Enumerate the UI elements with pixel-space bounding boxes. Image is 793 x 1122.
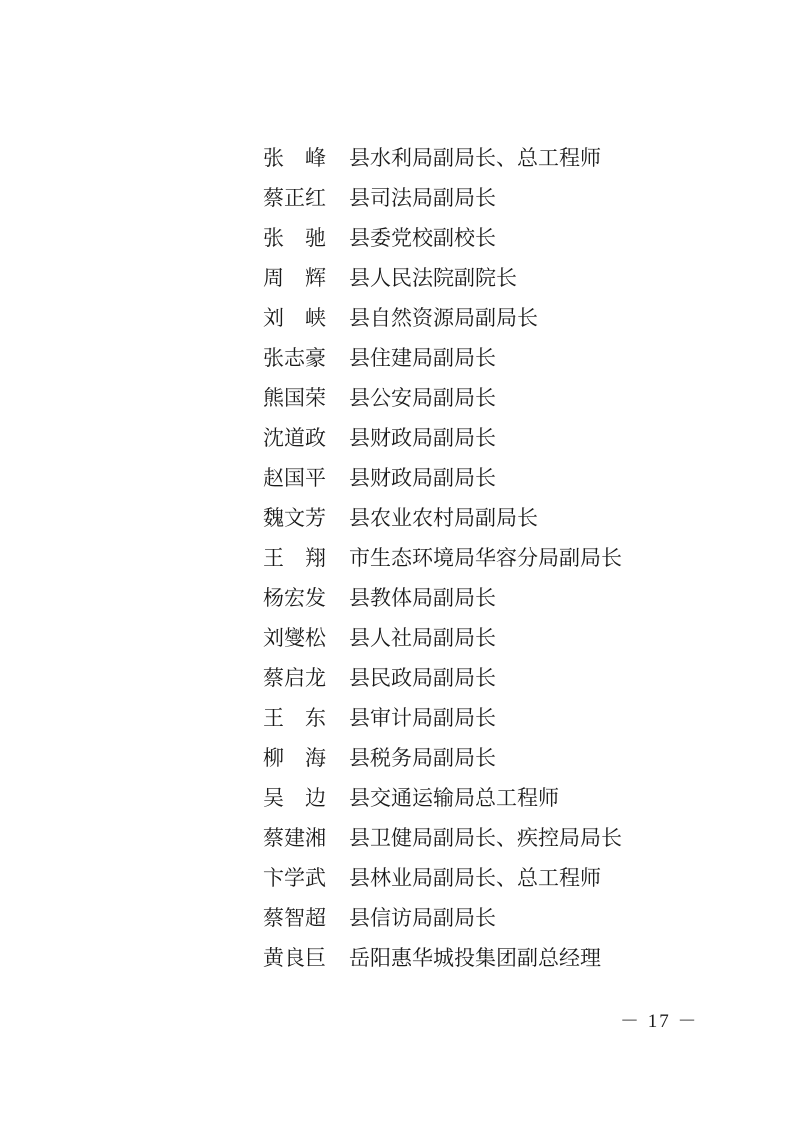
person-name: 王 东 xyxy=(263,706,326,730)
person-title: 县交通运输局总工程师 xyxy=(349,786,559,810)
person-title: 县审计局副局长 xyxy=(349,706,496,730)
list-item xyxy=(263,218,622,258)
person-title: 县信访局副局长 xyxy=(349,906,496,930)
list-item xyxy=(263,378,622,418)
person-title: 县公安局副局长 xyxy=(349,386,496,410)
person-name: 卞学武 xyxy=(263,866,326,890)
page-number: － 17 － xyxy=(620,1011,699,1032)
person-name: 魏文芳 xyxy=(263,506,326,530)
list-item xyxy=(263,818,622,858)
person-title: 县卫健局副局长、疾控局局长 xyxy=(349,826,622,850)
person-name: 黄良巨 xyxy=(263,946,326,970)
list-item xyxy=(263,338,622,378)
list-item xyxy=(263,298,622,338)
person-name: 周 辉 xyxy=(263,266,326,290)
list-item xyxy=(263,778,622,818)
list-item xyxy=(263,618,622,658)
list-item xyxy=(263,538,622,578)
list-item xyxy=(263,698,622,738)
list-item xyxy=(263,938,622,978)
person-title: 市生态环境局华容分局副局长 xyxy=(349,546,622,570)
person-name: 熊国荣 xyxy=(263,386,326,410)
person-name: 张志豪 xyxy=(263,346,326,370)
person-name: 沈道政 xyxy=(263,426,326,450)
list-item xyxy=(263,178,622,218)
person-title: 县人民法院副院长 xyxy=(349,266,517,290)
person-name: 刘燮松 xyxy=(263,626,326,650)
person-title: 县委党校副校长 xyxy=(349,226,496,250)
list-item xyxy=(263,858,622,898)
list-item xyxy=(263,138,622,178)
person-name: 吴 边 xyxy=(263,786,326,810)
list-item xyxy=(263,458,622,498)
person-title: 县人社局副局长 xyxy=(349,626,496,650)
person-name: 蔡建湘 xyxy=(263,826,326,850)
person-name: 张 峰 xyxy=(263,146,326,170)
person-name: 张 驰 xyxy=(263,226,326,250)
person-title: 县税务局副局长 xyxy=(349,746,496,770)
person-name: 蔡正红 xyxy=(263,186,326,210)
person-title: 县教体局副局长 xyxy=(349,586,496,610)
list-item xyxy=(263,738,622,778)
person-name: 刘 峡 xyxy=(263,306,326,330)
list-item xyxy=(263,898,622,938)
list-item xyxy=(263,578,622,618)
person-title: 县财政局副局长 xyxy=(349,466,496,490)
person-name: 王 翔 xyxy=(263,546,326,570)
person-name: 蔡智超 xyxy=(263,906,326,930)
person-title: 县农业农村局副局长 xyxy=(349,506,538,530)
person-name: 杨宏发 xyxy=(263,586,326,610)
person-name: 赵国平 xyxy=(263,466,326,490)
person-title: 县司法局副局长 xyxy=(349,186,496,210)
person-name: 蔡启龙 xyxy=(263,666,326,690)
list-item xyxy=(263,418,622,458)
person-title: 县林业局副局长、总工程师 xyxy=(349,866,601,890)
list-item xyxy=(263,658,622,698)
person-title: 县自然资源局副局长 xyxy=(349,306,538,330)
personnel-list xyxy=(263,138,622,978)
list-item xyxy=(263,258,622,298)
list-item xyxy=(263,498,622,538)
person-title: 县民政局副局长 xyxy=(349,666,496,690)
person-title: 岳阳惠华城投集团副总经理 xyxy=(349,946,601,970)
person-title: 县财政局副局长 xyxy=(349,426,496,450)
person-name: 柳 海 xyxy=(263,746,326,770)
person-title: 县水利局副局长、总工程师 xyxy=(349,146,601,170)
person-title: 县住建局副局长 xyxy=(349,346,496,370)
